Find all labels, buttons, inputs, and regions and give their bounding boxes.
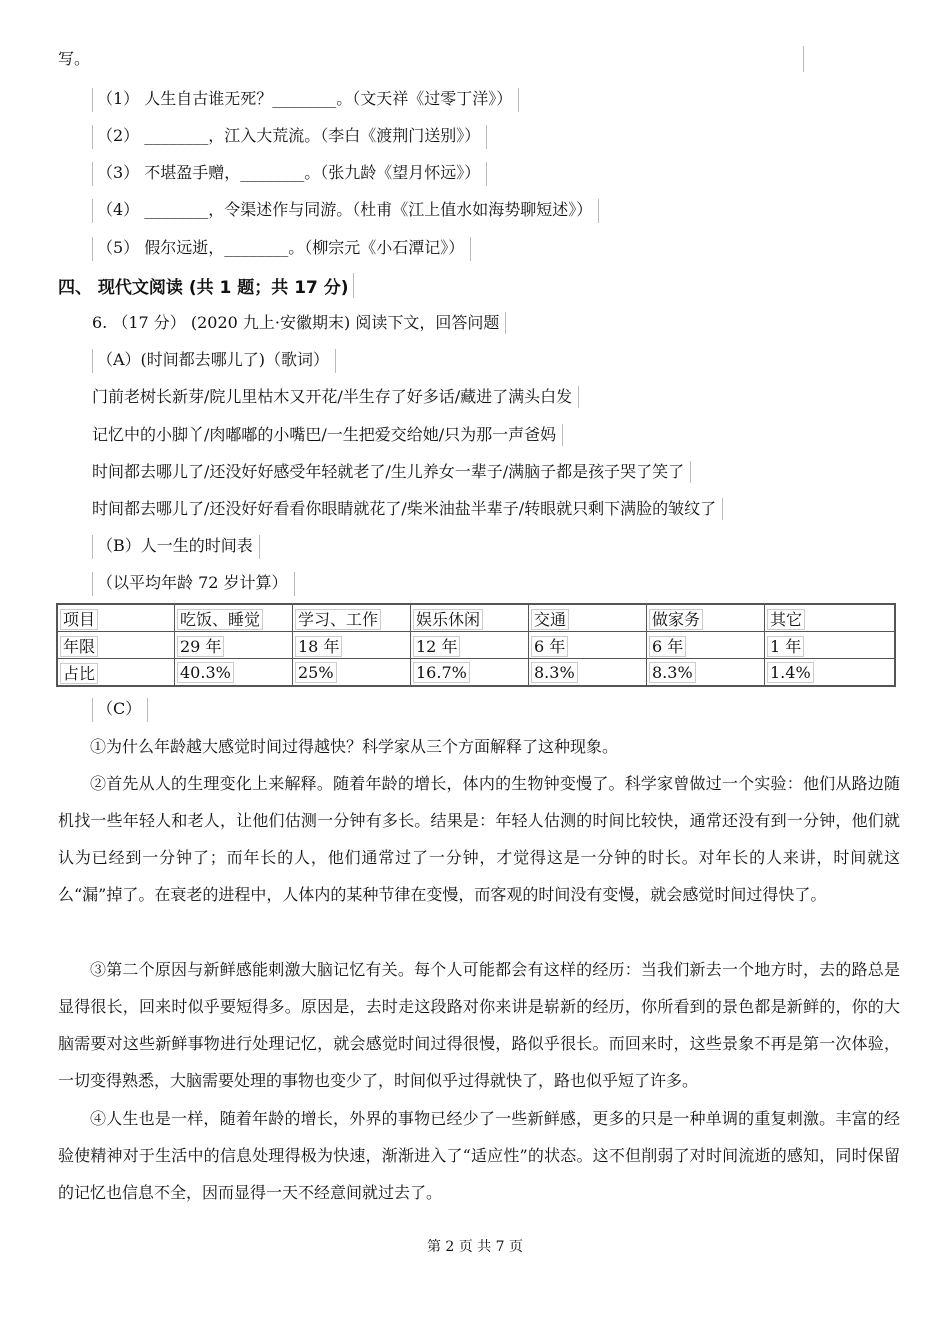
- time-table: [56, 603, 896, 687]
- table-cell: 12 年: [411, 632, 529, 659]
- page-footer: 第 2 页 共 7 页: [426, 1239, 524, 1255]
- lyric-line-3: 时间都去哪儿了/还没好好感受年轻就老了/生儿养女一辈子/满脑子都是孩子哭了笑了: [92, 461, 691, 483]
- paragraph-4: ④人生也是一样，随着年龄的增长，外界的事物已经少了一些新鲜感，更多的只是一种单调的重复刺激。丰富的经验使精神对于生活中的信息处理得极为快速，渐渐进入了“适应性”的状态。这不但削弱了对时间流逝的感知，同时保留的记忆也信息不全，因而显得一天不经意间就过去了。: [58, 1109, 900, 1202]
- table-row: [57, 604, 895, 632]
- question-header: 6. （17 分） (2020 九上·安徽期末) 阅读下文，回答问题: [92, 312, 506, 334]
- part-b-note: （以平均年龄 72 岁计算）: [92, 572, 295, 596]
- lyric-line-1: 门前老树长新芽/院儿里枯木又开花/半生存了好多话/藏进了满头白发: [92, 386, 579, 408]
- table-row: [57, 632, 895, 659]
- table-cell: 学习、工作: [293, 604, 411, 632]
- part-c-title: （C）: [92, 698, 148, 722]
- table-cell: 交通: [529, 604, 647, 632]
- lyric-line-2: 记忆中的小脚丫/肉嘟嘟的小嘴巴/一生把爱交给她/只为那一声爸妈: [92, 424, 563, 446]
- table-cell: 18 年: [293, 632, 411, 659]
- column-divider: [803, 46, 804, 72]
- table-cell: 6 年: [647, 632, 765, 659]
- table-cell: 40.3%: [175, 659, 293, 687]
- table-cell: 娱乐休闲: [411, 604, 529, 632]
- table-cell: 吃饭、睡觉: [175, 604, 293, 632]
- table-cell: 6 年: [529, 632, 647, 659]
- table-cell: 占比: [57, 659, 175, 687]
- table-cell: 29 年: [175, 632, 293, 659]
- table-row: [57, 659, 895, 687]
- table-cell: 8.3%: [529, 659, 647, 687]
- table-cell: 1 年: [765, 632, 896, 659]
- paragraph-2: ②首先从人的生理变化上来解释。随着年龄的增长，体内的生物钟变慢了。科学家曾做过一个实验：他们从路边随机找一些年轻人和老人，让他们估测一分钟有多长。结果是：年轻人估测的时间比较快，通常还没有到一分钟，他们就认为已经到一分钟了；而年长的人，他们通常过了一分钟，才觉得这是一分钟的时长。对年长的人来讲，时间就这么“漏”掉了。在衰老的进程中，人体内的某种节律在变慢，而客观的时间没有变慢，就会感觉时间过得快了。: [58, 774, 900, 904]
- paragraph-3: ③第二个原因与新鲜感能刺激大脑记忆有关。每个人可能都会有这样的经历：当我们新去一个地方时，去的路总是显得很长，回来时似乎要短得多。原因是，去时走这段路对你来讲是崭新的经历，你所看到的景色都是新鲜的，你的大脑需要对这些新鲜事物进行处理记忆，就会感觉时间过得很慢，路似乎很长。而回来时，这些景象不再是第一次体验，一切变得熟悉，大脑需要处理的事物也变少了，时间似乎过得就快了，路也似乎短了许多。: [58, 960, 900, 1090]
- lyric-line-4: 时间都去哪儿了/还没好好看看你眼睛就花了/柴米油盐半辈子/转眼就只剩下满脸的皱纹了: [92, 498, 723, 520]
- table-cell: 1.4%: [765, 659, 896, 687]
- poem-line-3: （3） 不堪盈手赠，________。（张九龄《望月怀远》）: [92, 162, 487, 186]
- poem-line-4: （4） ________，令渠述作与同游。（杜甫《江上值水如海势聊短述》）: [92, 199, 599, 223]
- part-a-title: （A）(时间都去哪儿了)（歌词）: [92, 349, 336, 373]
- part-b-title: （B）人一生的时间表: [92, 535, 260, 559]
- poem-line-2: （2） ________，江入大荒流。（李白《渡荆门送别》）: [92, 125, 487, 149]
- header-fragment: 写。: [58, 49, 91, 68]
- section-title: 四、 现代文阅读 (共 1 题；共 17 分): [58, 273, 354, 298]
- poem-line-1: （1） 人生自古谁无死？________。（文天祥《过零丁洋》）: [92, 88, 519, 112]
- table-cell: 8.3%: [647, 659, 765, 687]
- table-cell: 项目: [57, 604, 175, 632]
- table-cell: 年限: [57, 632, 175, 659]
- table-cell: 25%: [293, 659, 411, 687]
- table-cell: 做家务: [647, 604, 765, 632]
- table-cell: 其它: [765, 604, 896, 632]
- poem-line-5: （5） 假尔远逝，________。（柳宗元《小石潭记》）: [92, 237, 471, 261]
- table-cell: 16.7%: [411, 659, 529, 687]
- paragraph-1: ①为什么年龄越大感觉时间过得越快？科学家从三个方面解释了这种现象。: [90, 737, 619, 756]
